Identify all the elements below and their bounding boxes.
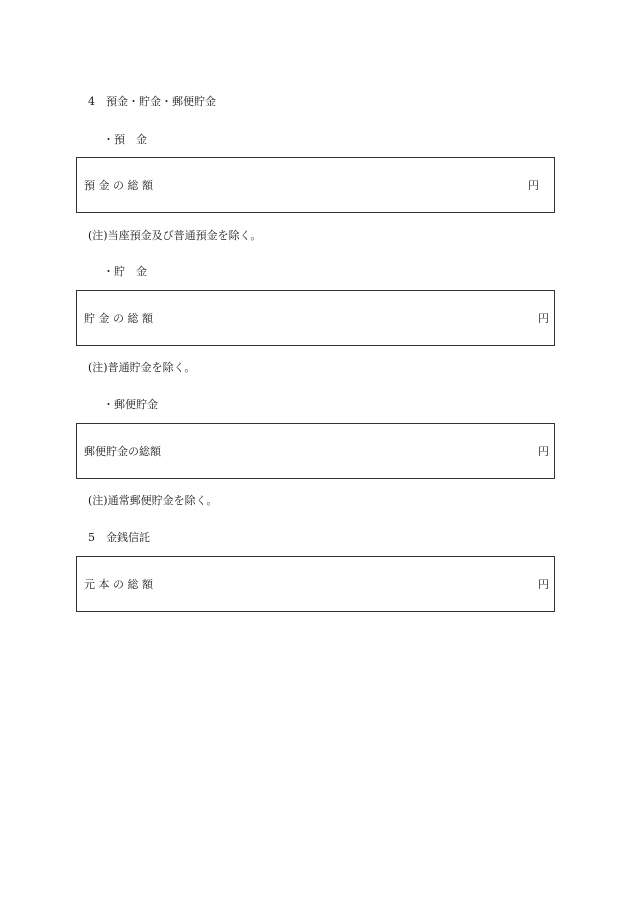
postal-note: (注)通常郵便貯金を除く。 [88, 494, 218, 507]
principal-total-box [76, 556, 555, 612]
deposit-unit: 円 [528, 179, 539, 192]
deposit-total-label: 預 金 の 総 額 [84, 179, 153, 192]
deposit-total-box [76, 157, 555, 213]
postal-subheading: ・郵便貯金 [103, 398, 158, 411]
principal-unit: 円 [538, 578, 549, 591]
postal-total-label: 郵便貯金の総額 [84, 445, 161, 458]
savings-unit: 円 [538, 312, 549, 325]
savings-total-label: 貯 金 の 総 額 [84, 312, 153, 325]
principal-total-label: 元 本 の 総 額 [84, 578, 153, 591]
savings-subheading: ・貯 金 [103, 265, 147, 278]
deposit-note: (注)当座預金及び普通預金を除く。 [88, 229, 262, 242]
savings-total-box [76, 290, 555, 346]
postal-total-box [76, 423, 555, 479]
postal-unit: 円 [538, 445, 549, 458]
deposit-subheading: ・預 金 [103, 133, 147, 146]
section-5-heading: 5 金銭信託 [88, 531, 150, 544]
savings-note: (注)普通貯金を除く。 [88, 361, 196, 374]
section-4-heading: 4 預金・貯金・郵便貯金 [88, 95, 216, 108]
